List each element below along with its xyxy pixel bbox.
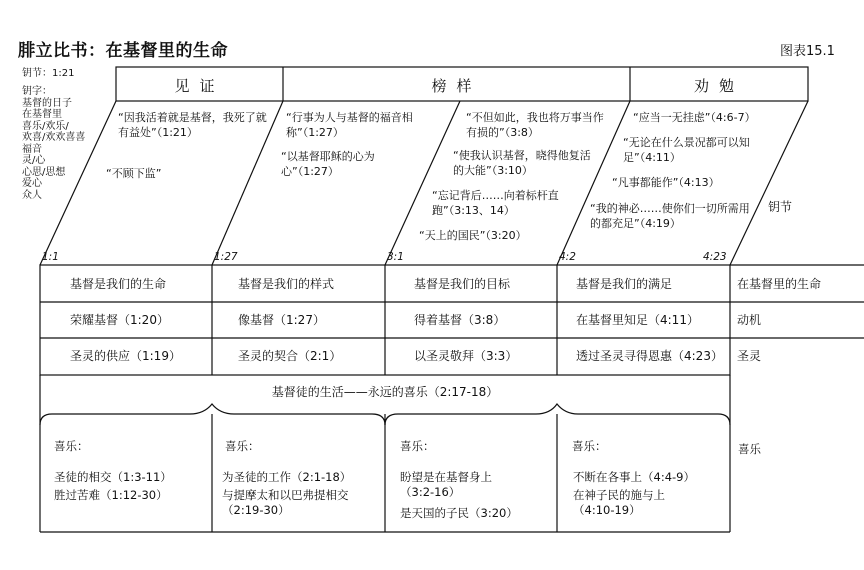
joy-item: 圣徒的相交（1:3-11） xyxy=(54,470,172,484)
quote: “我的神必……使你们一切所需用的都充足”（4:19） xyxy=(590,202,750,230)
header-witness: 见证 xyxy=(174,77,225,95)
joy-item: 是天国的子民（3:20） xyxy=(400,506,518,520)
key-verse: 钥节：1:21 xyxy=(22,68,75,79)
quote: “天上的国民”（3:20） xyxy=(419,229,527,242)
header-example: 榜样 xyxy=(431,77,482,95)
life-banner: 基督徒的生活——永远的喜乐（2:17-18） xyxy=(271,385,499,399)
table-cell: 得着基督（3:8） xyxy=(414,313,506,327)
row-label: 圣灵 xyxy=(737,349,762,363)
quote: “使我认识基督，晓得他复活的大能”（3:10） xyxy=(453,149,591,177)
quote: “因我活着就是基督，我死了就有益处”（1:21） xyxy=(118,111,267,139)
quote: “应当一无挂虑”（4:6-7） xyxy=(633,111,756,124)
table-cell: 圣灵的供应（1:19） xyxy=(70,349,181,363)
page-title: 腓立比书：在基督里的生命 xyxy=(18,41,228,61)
quote: “以基督耶稣的心为心”（1:27） xyxy=(281,150,375,178)
quote: “凡事都能作”（4:13） xyxy=(612,176,720,189)
table-cell: 基督是我们的样式 xyxy=(238,277,335,291)
key-word: 心思/思想 xyxy=(22,166,66,178)
joy-label: 喜乐： xyxy=(400,439,435,453)
key-word: 福音 xyxy=(22,143,42,155)
joy-item: 胜过苦难（1:12-30） xyxy=(54,488,168,502)
joy-item: 不断在各事上（4:4-9） xyxy=(573,470,695,484)
key-words xyxy=(22,86,85,201)
verse-ref: 4:23 xyxy=(703,251,727,263)
key-word: 在基督里 xyxy=(22,109,62,120)
joy-side-label: 喜乐 xyxy=(738,442,761,456)
key-word: 众人 xyxy=(22,189,42,201)
joy-item: 为圣徒的工作（2:1-18） xyxy=(222,470,352,484)
table-cell: 在基督里知足（4:11） xyxy=(576,313,699,327)
table-cell: 圣灵的契合（2:1） xyxy=(238,349,342,363)
table-cell: 基督是我们的生命 xyxy=(70,277,167,291)
quote: “不顾下监” xyxy=(106,167,162,180)
quote: “无论在什么景况都可以知足”（4:11） xyxy=(623,136,750,164)
table-cell: 基督是我们的满足 xyxy=(576,277,673,291)
verse-ref: 1:1 xyxy=(42,251,59,263)
key-word: 欢喜/欢欢喜喜 xyxy=(22,132,86,143)
verse-ref: 4:2 xyxy=(559,251,576,263)
joy-label: 喜乐： xyxy=(572,439,607,453)
table-cell: 基督是我们的目标 xyxy=(414,277,511,291)
table-cell: 以圣灵敬拜（3:3） xyxy=(414,349,518,363)
key-passages-label: 钥节 xyxy=(768,200,793,214)
table-cell: 荣耀基督（1:20） xyxy=(70,313,169,327)
verse-ref: 3:1 xyxy=(387,251,404,263)
joy-item: 与提摩太和以巴弗提相交（2:19-30） xyxy=(222,488,349,517)
verse-ref: 1:27 xyxy=(214,251,238,263)
key-word: 爱心 xyxy=(22,178,42,189)
key-word: 喜乐/欢乐/ xyxy=(22,120,69,132)
table-cell: 透过圣灵寻得恩惠（4:23） xyxy=(576,349,723,363)
quote: “不但如此，我也将万事当作有损的”（3:8） xyxy=(466,111,604,139)
joy-label: 喜乐： xyxy=(225,439,260,453)
header-exhortation: 劝勉 xyxy=(693,77,744,95)
key-words-label: 钥字： xyxy=(22,86,52,97)
key-word: 基督的日子 xyxy=(22,97,72,109)
joy-item: 在神子民的施与上（4:10-19） xyxy=(573,488,665,517)
key-word: 灵/心 xyxy=(22,155,46,166)
chart-number: 图表15.1 xyxy=(780,44,835,59)
row-label: 动机 xyxy=(737,313,762,327)
row-label: 在基督里的生命 xyxy=(737,277,822,291)
table-cell: 像基督（1:27） xyxy=(238,313,325,327)
joy-label: 喜乐： xyxy=(54,439,89,453)
quote: “忘记背后……向着标杆直跑”（3:13、14） xyxy=(432,189,559,217)
joy-item: 盼望是在基督身上（3:2-16） xyxy=(400,470,492,499)
quote: “行事为人与基督的福音相称”（1:27） xyxy=(286,111,413,139)
